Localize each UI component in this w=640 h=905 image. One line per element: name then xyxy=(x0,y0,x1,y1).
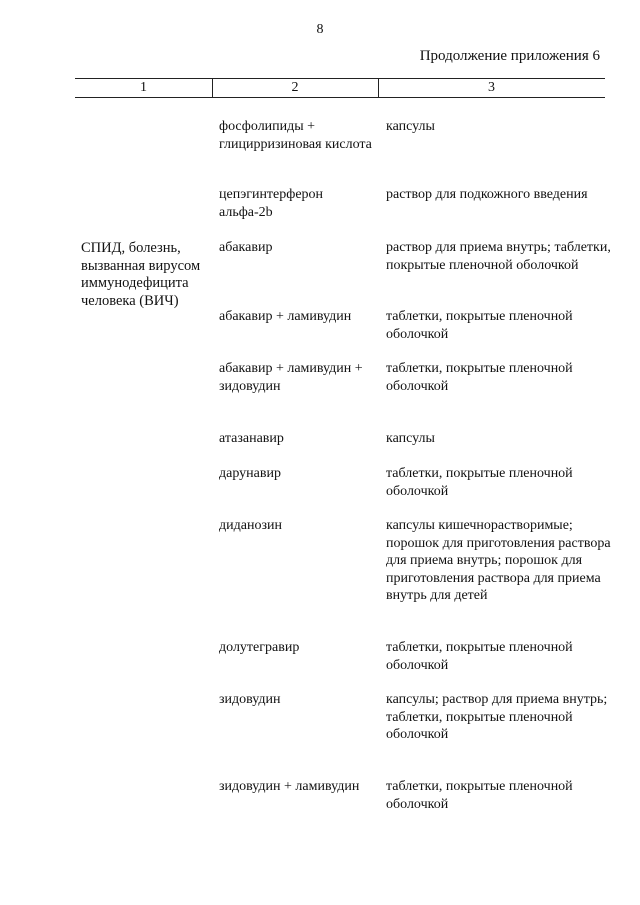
continuation-label: Продолжение приложения 6 xyxy=(419,48,600,64)
drug-name: зидовудин + ламивудин xyxy=(219,779,360,794)
drug-name: атазанавир xyxy=(219,431,284,446)
dosage-form: капсулы xyxy=(386,119,435,134)
dosage-form: капсулы кишечнорастворимые; порошок для приготовления раствора для приема внутрь; порошок для приготовления раствора для приема внутрь для детей xyxy=(386,518,611,603)
dosage-form: таблетки, покрытые пленочной оболочкой xyxy=(386,640,573,673)
drug-name: цепэгинтерферон альфа-2b xyxy=(219,187,324,220)
page-number: 8 xyxy=(316,22,324,37)
table-header xyxy=(75,78,605,98)
drug-name: абакавир xyxy=(219,240,273,255)
dosage-form: раствор для подкожного введения xyxy=(386,187,588,202)
dosage-form: таблетки, покрытые пленочной оболочкой xyxy=(386,466,573,499)
drug-name: диданозин xyxy=(219,518,282,533)
drug-name: дарунавир xyxy=(219,466,281,481)
dosage-form: капсулы xyxy=(386,431,435,446)
drug-name: зидовудин xyxy=(219,692,281,707)
dosage-form: таблетки, покрытые пленочной оболочкой xyxy=(386,779,573,812)
header-col-1: 1 xyxy=(75,79,213,97)
header-col-2: 2 xyxy=(212,79,379,97)
drug-name: абакавир + ламивудин xyxy=(219,309,352,324)
drug-name: долутегравир xyxy=(219,640,300,655)
dosage-form: капсулы; раствор для приема внутрь; таблетки, покрытые пленочной оболочкой xyxy=(386,692,608,742)
dosage-form: таблетки, покрытые пленочной оболочкой xyxy=(386,309,573,342)
dosage-form: таблетки, покрытые пленочной оболочкой xyxy=(386,361,573,394)
drug-name: абакавир + ламивудин + зидовудин xyxy=(219,361,363,394)
header-col-3: 3 xyxy=(488,80,495,95)
dosage-form: раствор для приема внутрь; таблетки, покрытые пленочной оболочкой xyxy=(386,240,611,273)
disease-name: СПИД, болезнь, вызванная вирусом иммунодефицита человека (ВИЧ) xyxy=(81,240,201,309)
drug-name: фосфолипиды + глицирризиновая кислота xyxy=(219,119,372,152)
